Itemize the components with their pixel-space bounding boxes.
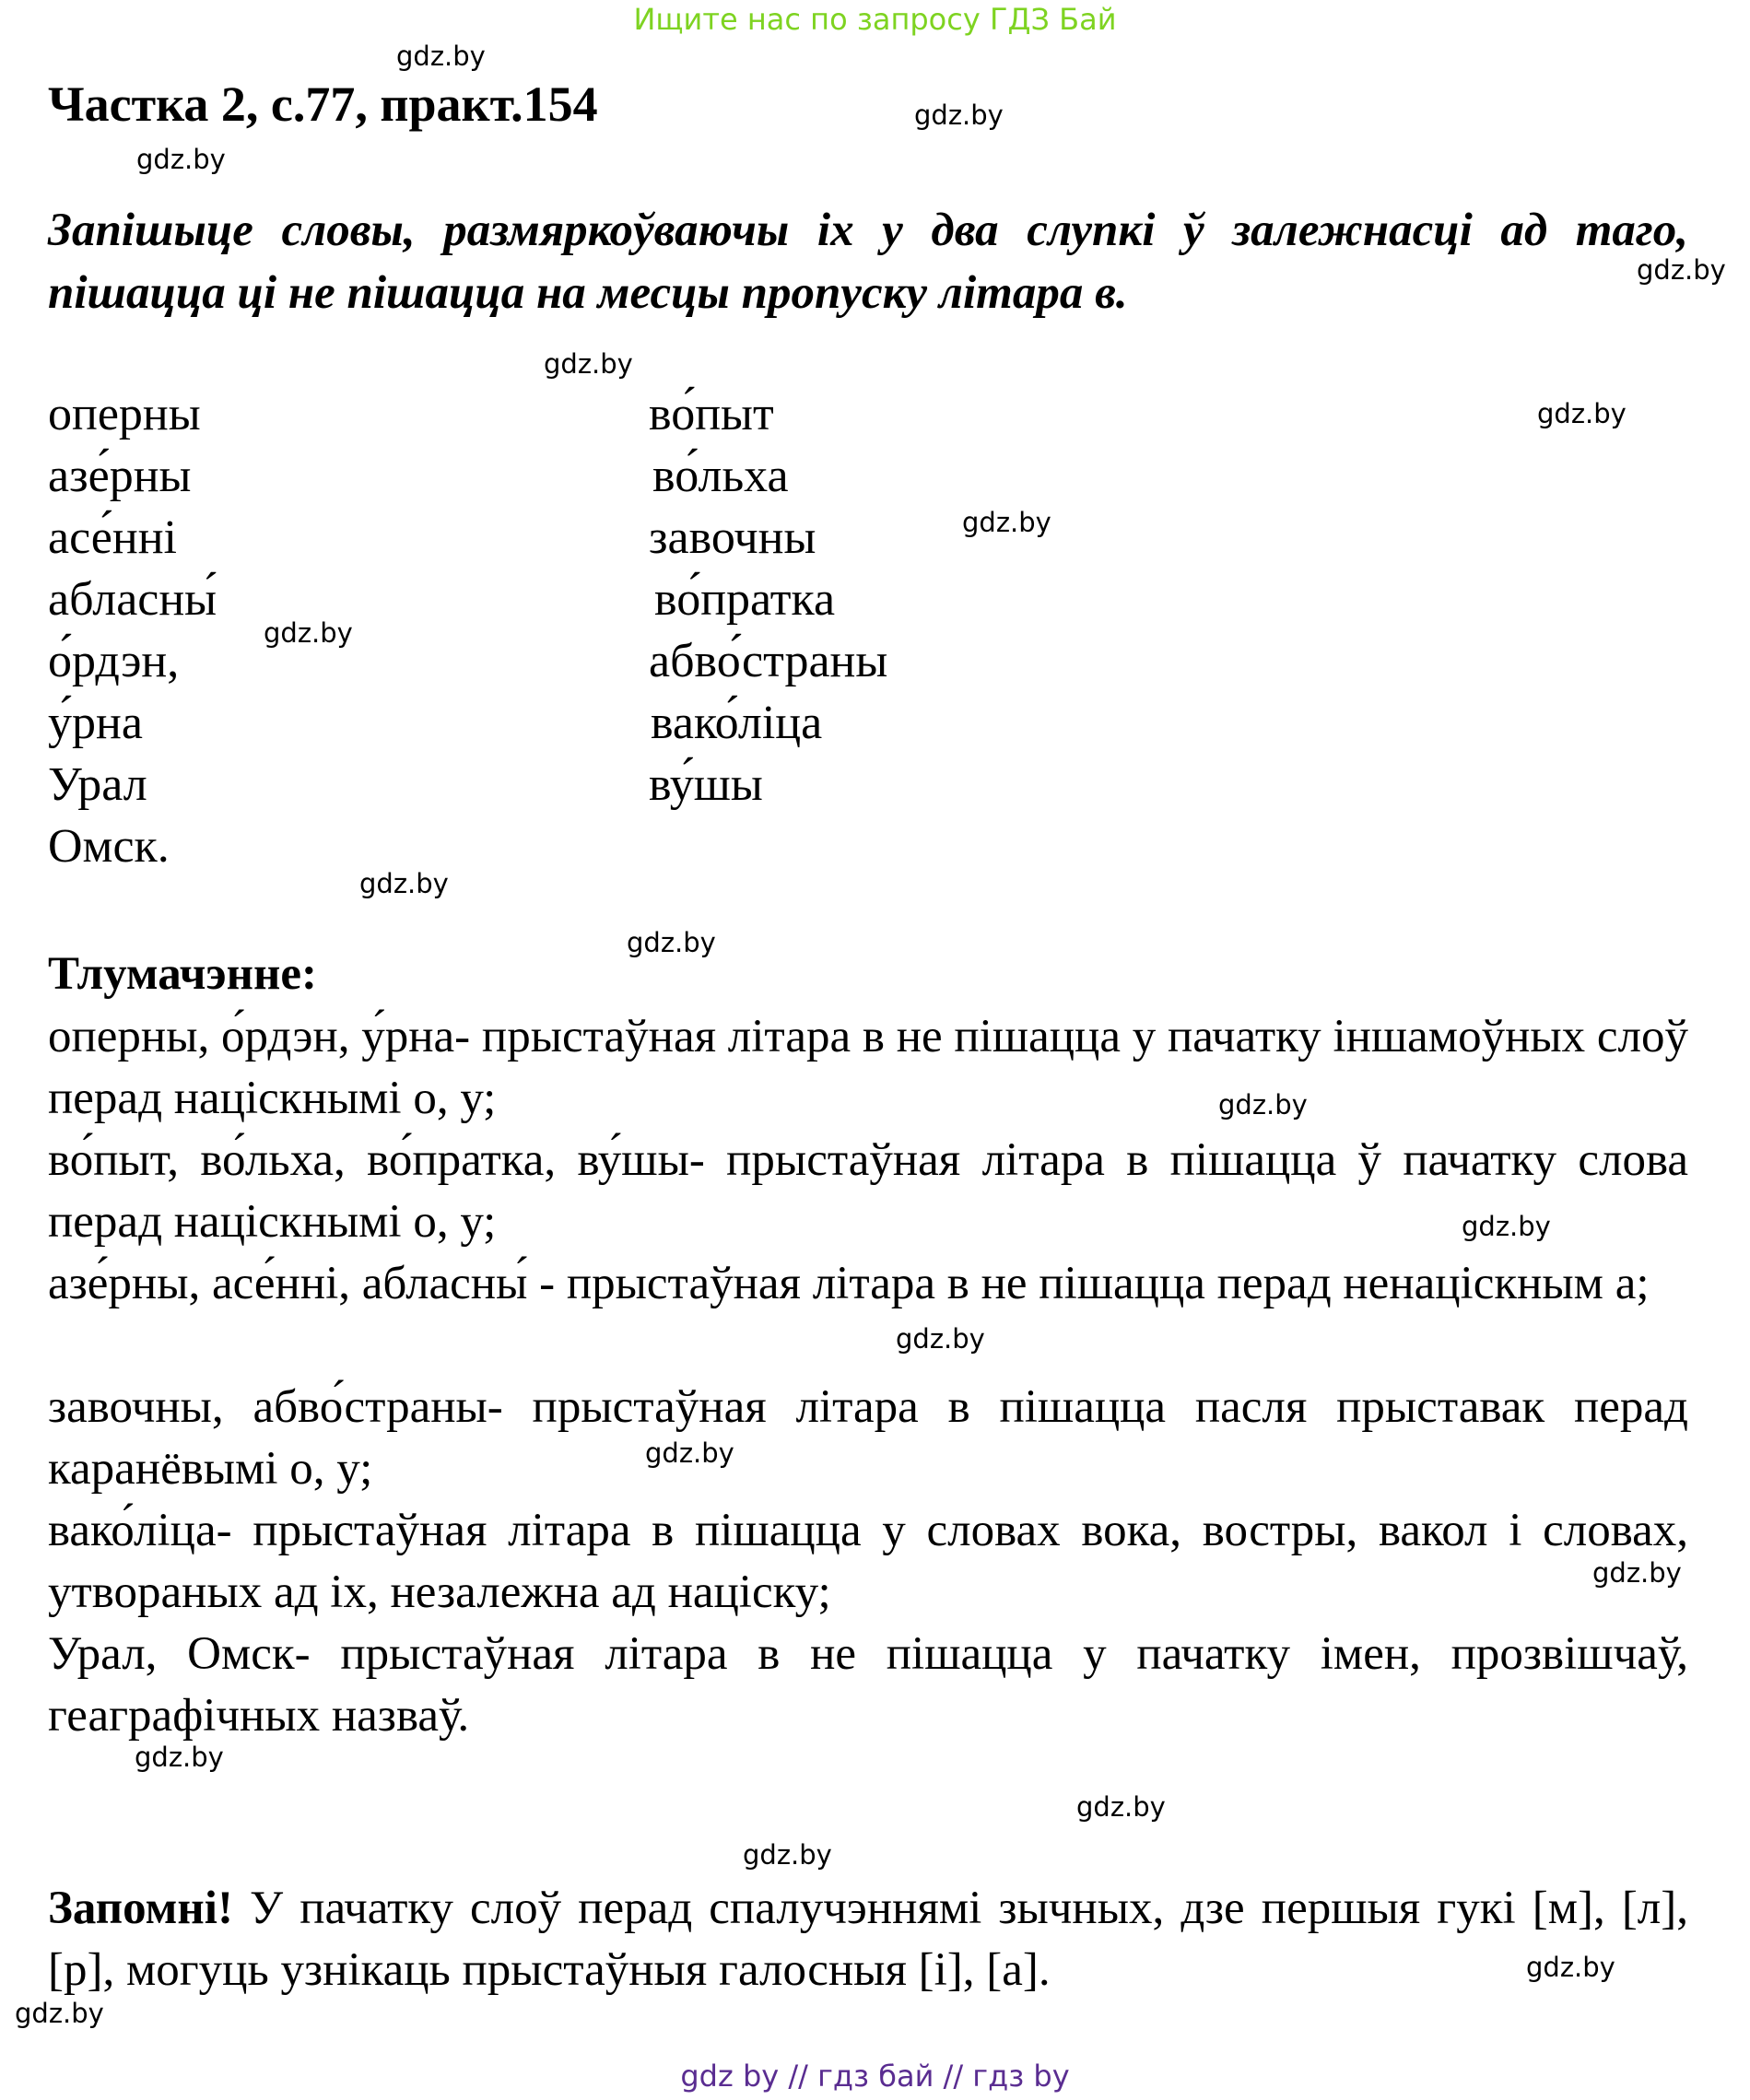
watermark: gdz.by [645, 1437, 734, 1469]
left-word: асе́нні [48, 511, 177, 564]
explanation-paragraph: Урал, Омск- прыстаўная літара в не пішацца у пачатку імен, прозвішчаў, геаграфічных назваў. [48, 1628, 1688, 1742]
left-word: Урал [48, 758, 147, 811]
watermark: gdz.by [896, 1323, 985, 1355]
watermark: gdz.by [743, 1839, 832, 1871]
watermark: gdz.by [1526, 1952, 1615, 1983]
right-word: во́пыт [649, 388, 774, 440]
explanation-paragraph: завочны, абво́страны- прыстаўная літара в пішацца пасля прыставак перад каранёвымі о, у; [48, 1381, 1688, 1495]
explanation-heading: Тлумачэнне: [48, 948, 317, 1000]
right-word: вако́ліца [651, 697, 823, 749]
watermark: gdz.by [136, 144, 226, 175]
watermark: gdz.by [1218, 1089, 1308, 1120]
watermark: gdz.by [135, 1742, 224, 1773]
page-title: Частка 2, с.77, практ.154 [48, 76, 598, 132]
right-word: завочны [649, 511, 816, 564]
watermark: gdz.by [1076, 1791, 1166, 1823]
watermark: gdz.by [1592, 1557, 1682, 1589]
right-word: абво́страны [649, 635, 888, 687]
remember-note [48, 1878, 1688, 2001]
remember-text: У пачатку слоў перад спалучэннямі зычных, дзе першыя гукі [м], [л], [р], могуць узнікаць прыстаўныя галосныя [і], [а]. [48, 1883, 1688, 1996]
watermark: gdz.by [15, 1998, 104, 2029]
watermark: gdz.by [359, 868, 449, 899]
watermark: gdz.by [627, 927, 716, 958]
explanation-paragraph: азе́рны, асе́нні, абласны́ - прыстаўная літара в не пішацца перад ненаціскным а; [48, 1258, 1650, 1309]
remember-label: Запомні! [48, 1883, 233, 1934]
task-statement: Запішыце словы, размяркоўваючы іх у два слупкі ў залежнасці ад таго, пішацца ці не пішацца на месцы пропуску літара в. [48, 205, 1688, 319]
left-word: у́рна [48, 697, 143, 749]
watermark: gdz.by [396, 41, 486, 72]
right-word: во́льха [652, 450, 789, 502]
left-word: о́рдэн, [48, 635, 180, 687]
watermark: gdz.by [264, 617, 353, 649]
watermark: gdz.by [544, 348, 633, 380]
left-word: азе́рны [48, 450, 192, 502]
explanation-paragraph: вако́ліца- прыстаўная літара в пішацца у словах вока, востры, вакол і словах, утвораных ад іх, незалежна ад націску; [48, 1505, 1688, 1618]
top-banner[interactable]: Ищите нас по запросу ГДЗ Бай [633, 2, 1117, 37]
footer-links[interactable]: gdz by // гдз бай // гдз by [680, 2059, 1070, 2094]
explanation-paragraph: во́пыт, во́льха, во́пратка, ву́шы- прыстаўная літара в пішацца ў пачатку слова перад націскнымі о, у; [48, 1134, 1688, 1248]
watermark: gdz.by [1462, 1211, 1551, 1242]
left-word: абласны́ [48, 573, 217, 626]
explanation-paragraph: оперны, о́рдэн, у́рна- прыстаўная літара в не пішацца у пачатку іншамоўных слоў перад націскнымі о, у; [48, 1011, 1688, 1124]
watermark: gdz.by [914, 100, 1004, 131]
right-word: ву́шы [649, 758, 763, 811]
watermark: gdz.by [1537, 398, 1627, 429]
left-word: оперны [48, 388, 201, 440]
right-word: во́пратка [654, 573, 836, 626]
left-word: Омск. [48, 820, 170, 873]
watermark: gdz.by [962, 507, 1051, 538]
watermark: gdz.by [1637, 254, 1726, 286]
